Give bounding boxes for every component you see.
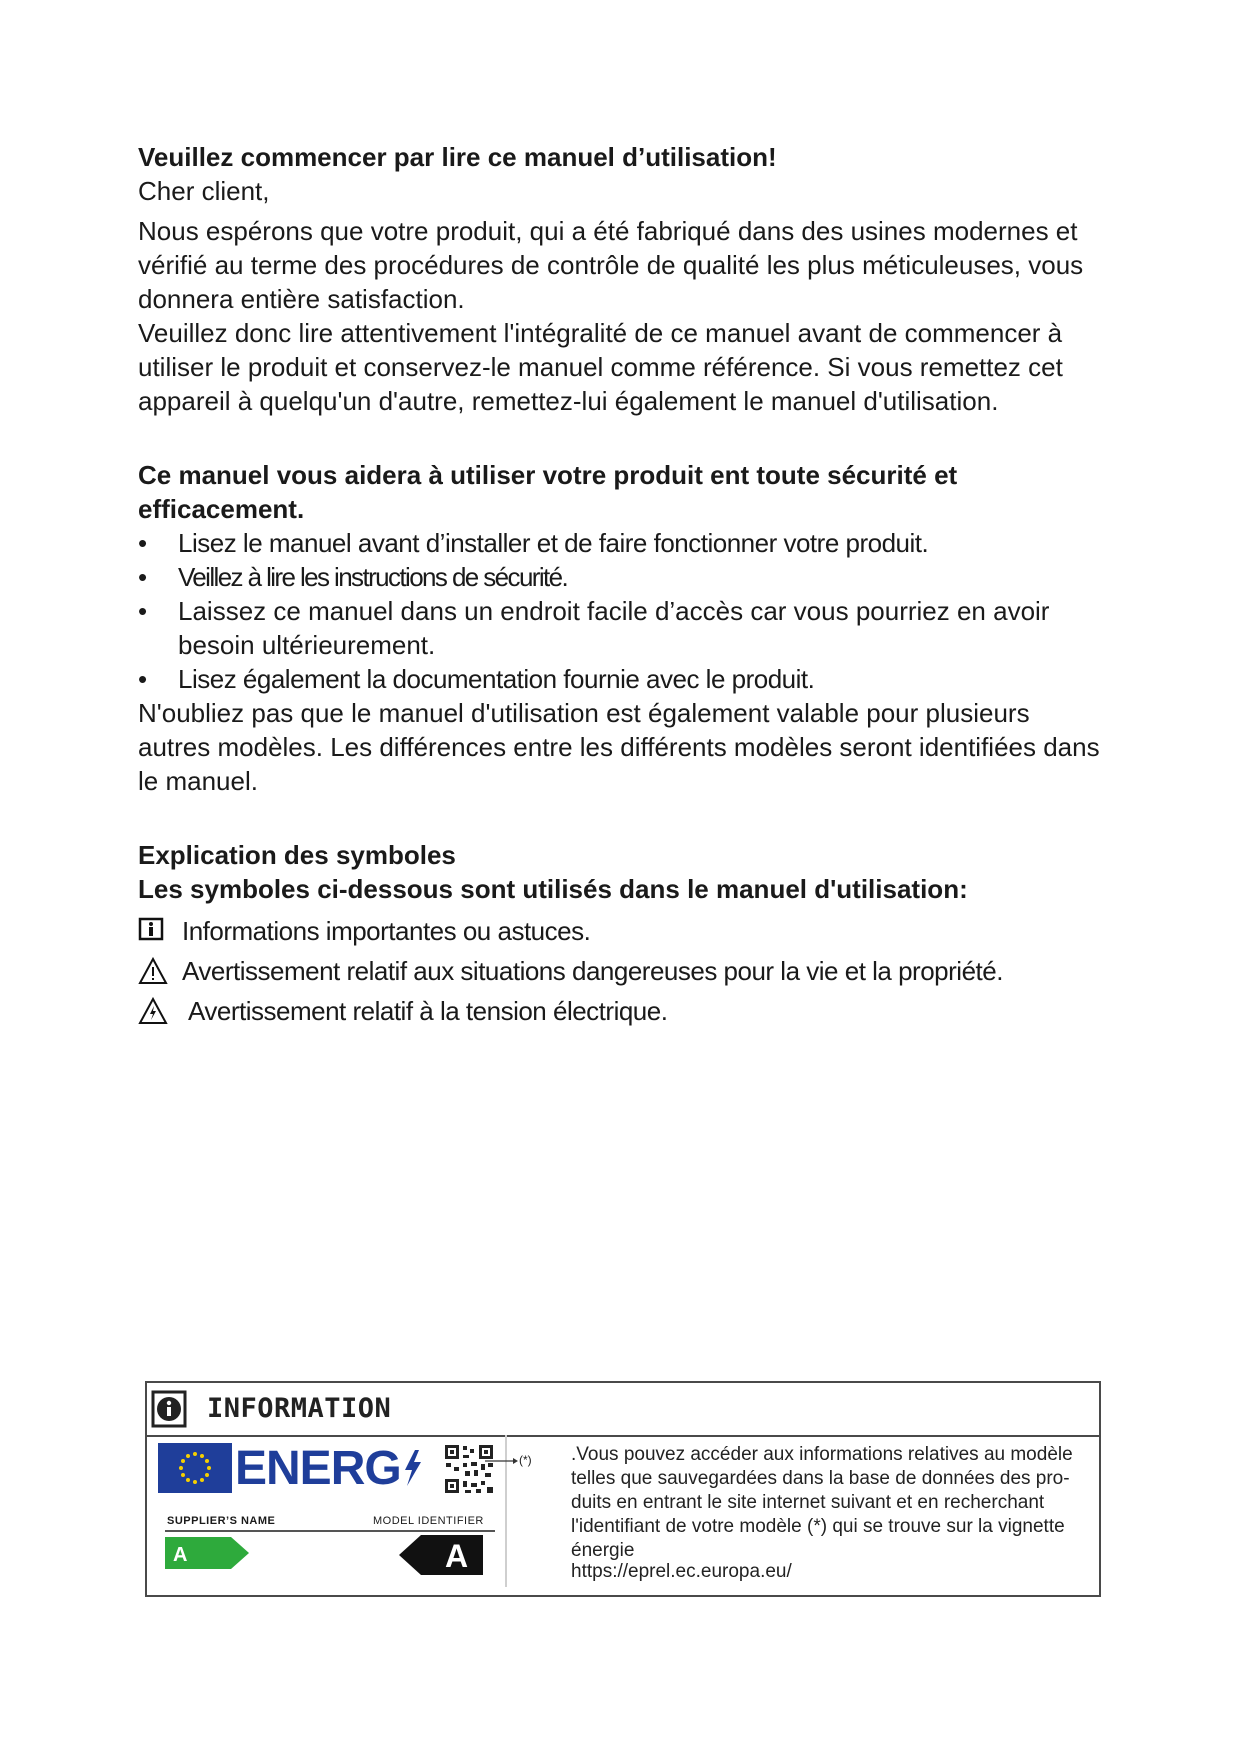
energy-class-black-arrow bbox=[399, 1535, 483, 1575]
symbols-title: Explication des symboles bbox=[138, 840, 456, 870]
manual-page bbox=[138, 140, 1108, 1034]
energy-class-green-arrow bbox=[165, 1537, 249, 1569]
models-note: N'oubliez pas que le manuel d'utilisation est également valable pour plusieurs autres modèles. Les différences entre les différents modèles seront identifiées dans le manuel. bbox=[138, 698, 1100, 796]
symbol-text: Avertissement relatif à la tension électrique. bbox=[188, 996, 668, 1026]
asterisk-marker: (*) bbox=[519, 1453, 532, 1467]
svg-text:A: A bbox=[445, 1538, 469, 1574]
label-divider bbox=[165, 1530, 495, 1532]
symbols-subtitle: Les symboles ci-dessous sont utilisés dans le manuel d'utilisation: bbox=[138, 874, 968, 904]
intro-paragraph-1: Nous espérons que votre produit, qui a été fabriqué dans des usines modernes et vérifié au terme des procédures de contrôle de qualité les plus méticuleuses, vous donnera entière satisfaction. bbox=[138, 216, 1084, 314]
symbol-row-electric bbox=[138, 994, 1108, 1028]
intro-title: Veuillez commencer par lire ce manuel d’utilisation! bbox=[138, 142, 777, 172]
eprel-url: https://eprel.ec.europa.eu/ bbox=[571, 1561, 792, 1582]
intro-paragraph-2: Veuillez donc lire attentivement l'intégralité de ce manuel avant de commencer à utiliser le produit et conservez-le manuel comme référence. Si vous remettez cet appareil à quelqu'un d'autre, remettez-lui également le manuel d'utilisation. bbox=[138, 318, 1063, 416]
list-item: • Lisez le manuel avant d’installer et de faire fonctionner votre produit. bbox=[138, 528, 929, 558]
help-title: Ce manuel vous aidera à utiliser votre produit ent toute sécurité et efficacement. bbox=[138, 460, 958, 524]
symbol-text: Avertissement relatif aux situations dangereuses pour la vie et la propriété. bbox=[182, 956, 1003, 986]
help-bullet-list bbox=[138, 526, 1108, 696]
lightning-icon bbox=[401, 1450, 423, 1486]
warning-icon bbox=[138, 957, 168, 985]
information-header bbox=[147, 1383, 1099, 1437]
info-icon bbox=[138, 917, 168, 945]
energy-label-brand: ENERG bbox=[235, 1441, 423, 1496]
info-icon bbox=[151, 1390, 187, 1428]
greeting: Cher client, bbox=[138, 176, 270, 206]
information-title: INFORMATION bbox=[207, 1393, 392, 1424]
supplier-name-label: SUPPLIER’S NAME bbox=[167, 1515, 276, 1527]
list-item: • Veillez à lire les instructions de sécurité. bbox=[138, 562, 568, 592]
svg-text:A: A bbox=[173, 1544, 188, 1566]
list-item: • Lisez également la documentation fournie avec le produit. bbox=[138, 664, 815, 694]
model-identifier-label: MODEL IDENTIFIER bbox=[373, 1515, 484, 1527]
electric-warning-icon bbox=[138, 997, 168, 1025]
list-item: • Laissez ce manuel dans un endroit facile d’accès car vous pourriez en avoir besoin ultérieurement. bbox=[138, 596, 1050, 660]
energy-label-illustration bbox=[153, 1435, 507, 1587]
information-box bbox=[145, 1381, 1101, 1597]
symbol-row-warning bbox=[138, 954, 1108, 988]
eu-flag-icon bbox=[158, 1443, 232, 1493]
symbol-text: Informations importantes ou astuces. bbox=[182, 916, 591, 946]
eprel-info-text: .Vous pouvez accéder aux informations relatives au modèle telles que sauvegardées dans la base de données des pro-duits en entrant le site internet suivant et en recherchant l'identifiant de votre modèle (*) qui se trouve sur la vignette énergie bbox=[571, 1444, 1073, 1561]
symbol-row-info bbox=[138, 914, 1108, 948]
